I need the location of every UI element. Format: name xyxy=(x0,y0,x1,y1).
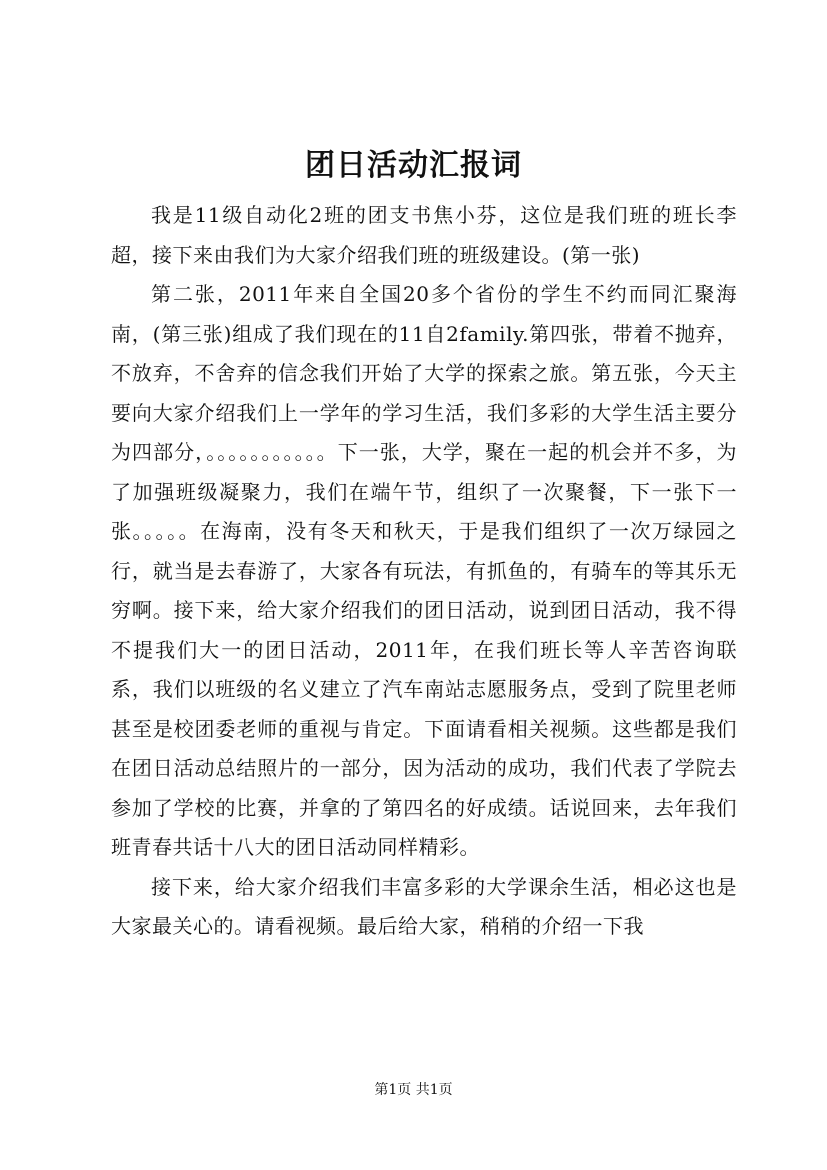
paragraph: 第二张，2011年来自全国20多个省份的学生不约而同汇聚海南，(第三张)组成了我们现在的11自2family.第四张，带着不抛弃，不放弃，不舍弃的信念我们开始了大学的探索之旅。第五张，今天主要向大家介绍我们上一学年的学习生活，我们多彩的大学生活主要分为四部分，。。。。。。。。。。。下一张，大学，聚在一起的机会并不多，为了加强班级凝聚力，我们在端午节，组织了一次聚餐，下一张下一张。。。。。在海南，没有冬天和秋天，于是我们组织了一次万绿园之行，就当是去春游了，大家各有玩法，有抓鱼的，有骑车的等其乐无穷啊。接下来，给大家介绍我们的团日活动，说到团日活动，我不得不提我们大一的团日活动，2011年，在我们班长等人辛苦咨询联系，我们以班级的名义建立了汽车南站志愿服务点，受到了院里老师甚至是校团委老师的重视与肯定。下面请看相关视频。这些都是我们在团日活动总结照片的一部分，因为活动的成功，我们代表了学院去参加了学校的比赛，并拿的了第四名的好成绩。话说回来，去年我们班青春共话十八大的团日活动同样精彩。 xyxy=(111,282,737,859)
document-body xyxy=(111,196,737,947)
paragraph: 接下来，给大家介绍我们丰富多彩的大学课余生活，相必这也是大家最关心的。请看视频。最后给大家，稍稍的介绍一下我 xyxy=(111,874,737,938)
page-footer: 第1页 共1页 xyxy=(374,1082,453,1098)
paragraph: 我是11级自动化2班的团支书焦小芬，这位是我们班的班长李超，接下来由我们为大家介绍我们班的班级建设。(第一张) xyxy=(111,203,737,267)
document-title: 团日活动汇报词 xyxy=(305,148,522,183)
